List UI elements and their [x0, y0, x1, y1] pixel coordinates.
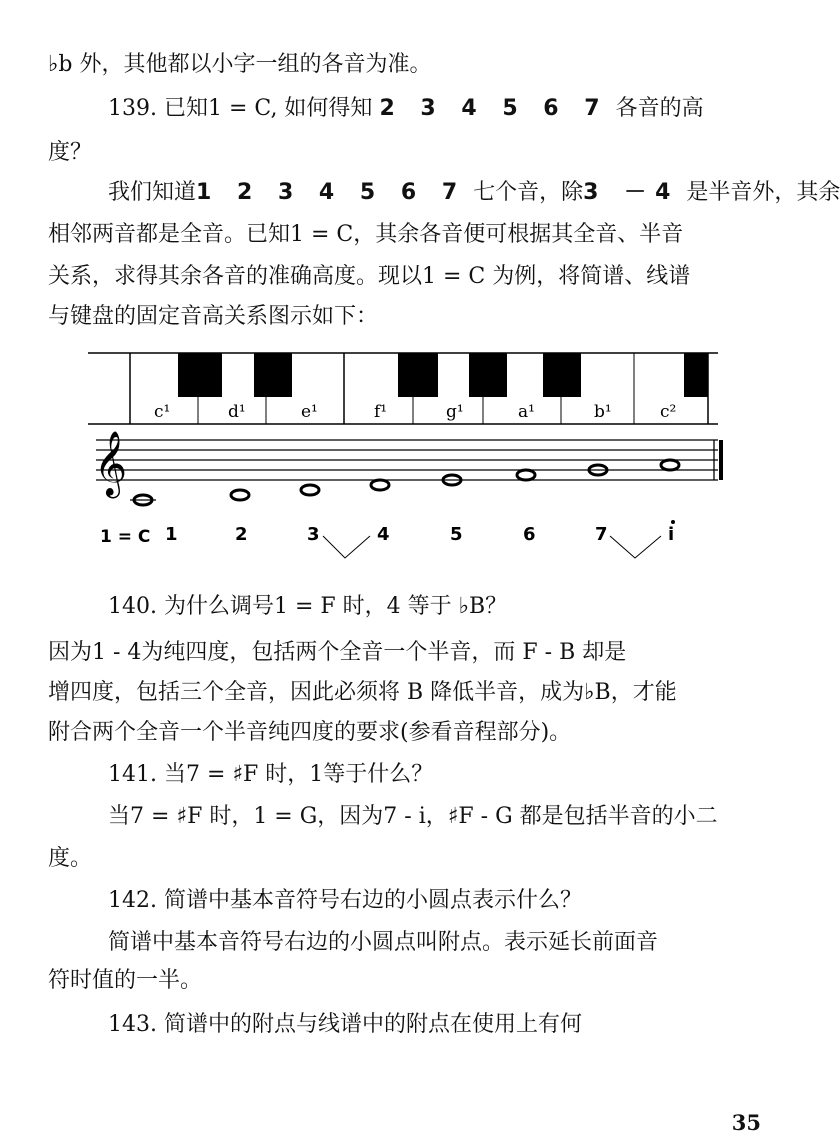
answer-140-line-1	[48, 638, 763, 668]
answer-141-line-2	[48, 844, 763, 874]
q139-numbers: 2 3 4 5 6 7	[379, 96, 609, 121]
answer-139-line-1	[108, 178, 840, 208]
key-label-b1: b¹	[594, 402, 612, 422]
treble-clef-icon: 𝄞	[94, 431, 128, 496]
question-139	[108, 94, 763, 124]
key-label-d1: d¹	[228, 402, 246, 422]
answer-142-line-1	[108, 928, 763, 958]
key-label-f1: f¹	[374, 402, 388, 422]
answer-139-line-3	[48, 262, 763, 292]
a142-1: 简谱中基本音符号右边的小圆点叫附点。表示延长前面音	[108, 930, 659, 955]
semitone-mark	[610, 536, 661, 558]
key-label-e1: e¹	[301, 402, 318, 422]
key-label-g1: g¹	[446, 402, 464, 422]
answer-142-line-2	[48, 966, 763, 996]
jianpu-number: 2	[235, 524, 248, 545]
black-key	[178, 353, 222, 397]
question-141	[108, 760, 763, 790]
black-key	[398, 353, 438, 397]
answer-140-line-2	[48, 678, 763, 708]
jianpu-row	[95, 518, 715, 566]
black-key	[254, 353, 292, 397]
high-octave-dot	[671, 520, 675, 524]
piano-keyboard	[88, 350, 718, 430]
a139-2: 相邻两音都是全音。已知1 = C，其余各音便可根据其全音、半音	[48, 222, 684, 247]
a142-2: 符时值的一半。	[48, 968, 203, 993]
whole-note	[301, 485, 319, 495]
question-142	[108, 886, 763, 916]
jianpu-number: i	[668, 524, 675, 545]
text-line-1	[48, 50, 763, 80]
q142-text: 142. 简谱中基本音符号右边的小圆点表示什么？	[108, 888, 582, 913]
text-l1: ♭b 外，其他都以小字一组的各音为准。	[48, 52, 432, 77]
a139-numbers: 1 2 3 4 5 6 7	[196, 180, 467, 205]
whole-note	[661, 460, 679, 470]
whole-note	[371, 480, 389, 490]
black-key	[469, 353, 507, 397]
a139-1a: 我们知道	[108, 180, 197, 205]
a141-2: 度。	[48, 846, 93, 871]
jianpu-number: 7	[595, 524, 608, 545]
jianpu-number: 3	[307, 524, 320, 545]
question-143	[108, 1010, 763, 1040]
a139-1b: 七个音，除	[473, 180, 584, 205]
semitone-mark	[323, 536, 370, 558]
black-key	[684, 353, 708, 397]
a139-1c: 3 －4	[583, 180, 680, 205]
whole-note	[130, 495, 156, 505]
q139-part-c: 度？	[48, 140, 93, 165]
jianpu-number: 1	[165, 524, 178, 545]
question-139-cont	[48, 138, 763, 168]
answer-140-line-3	[48, 718, 763, 748]
a141-1: 当7 = ♯F 时，1 = G，因为7 - i，♯F - G 都是包括半音的小二	[108, 804, 718, 829]
q139-part-a: 139. 已知1 = C, 如何得知	[108, 96, 373, 121]
key-label-c1: c¹	[154, 402, 171, 422]
jianpu-number: 6	[523, 524, 536, 545]
q140-text: 140. 为什么调号1 = F 时，4 等于 ♭B？	[108, 594, 508, 619]
a140-1: 因为1 - 4为纯四度，包括两个全音一个半音，而 F - B 却是	[48, 640, 627, 665]
answer-139-line-2	[48, 220, 763, 250]
q139-part-b: 各音的高	[615, 96, 704, 121]
jianpu-number: 4	[377, 524, 390, 545]
question-140	[108, 592, 763, 622]
a140-2: 增四度，包括三个全音，因此必须将 B 降低半音，成为♭B，才能	[48, 680, 677, 705]
jianpu-key: 1 = C	[100, 527, 151, 547]
answer-139-line-4	[48, 302, 763, 332]
q143-text: 143. 简谱中的附点与线谱中的附点在使用上有何	[108, 1012, 582, 1037]
a139-4: 与键盘的固定音高关系图示如下：	[48, 304, 379, 329]
key-label-a1: a¹	[518, 402, 535, 422]
answer-141-line-1	[108, 802, 763, 832]
page-number: 35	[731, 1110, 761, 1135]
jianpu-number: 5	[450, 524, 463, 545]
a139-3: 关系，求得其余各音的准确高度。现以1 = C 为例，将简谱、线谱	[48, 264, 691, 289]
whole-note	[517, 470, 535, 480]
a139-1d: 是半音外，其余	[686, 180, 840, 205]
music-staff	[88, 430, 728, 510]
key-label-c2: c²	[660, 402, 677, 422]
q141-text: 141. 当7 = ♯F 时，1等于什么？	[108, 762, 434, 787]
a140-3: 附合两个全音一个半音纯四度的要求(参看音程部分)。	[48, 720, 572, 745]
black-key	[543, 353, 581, 397]
whole-note	[231, 490, 249, 500]
